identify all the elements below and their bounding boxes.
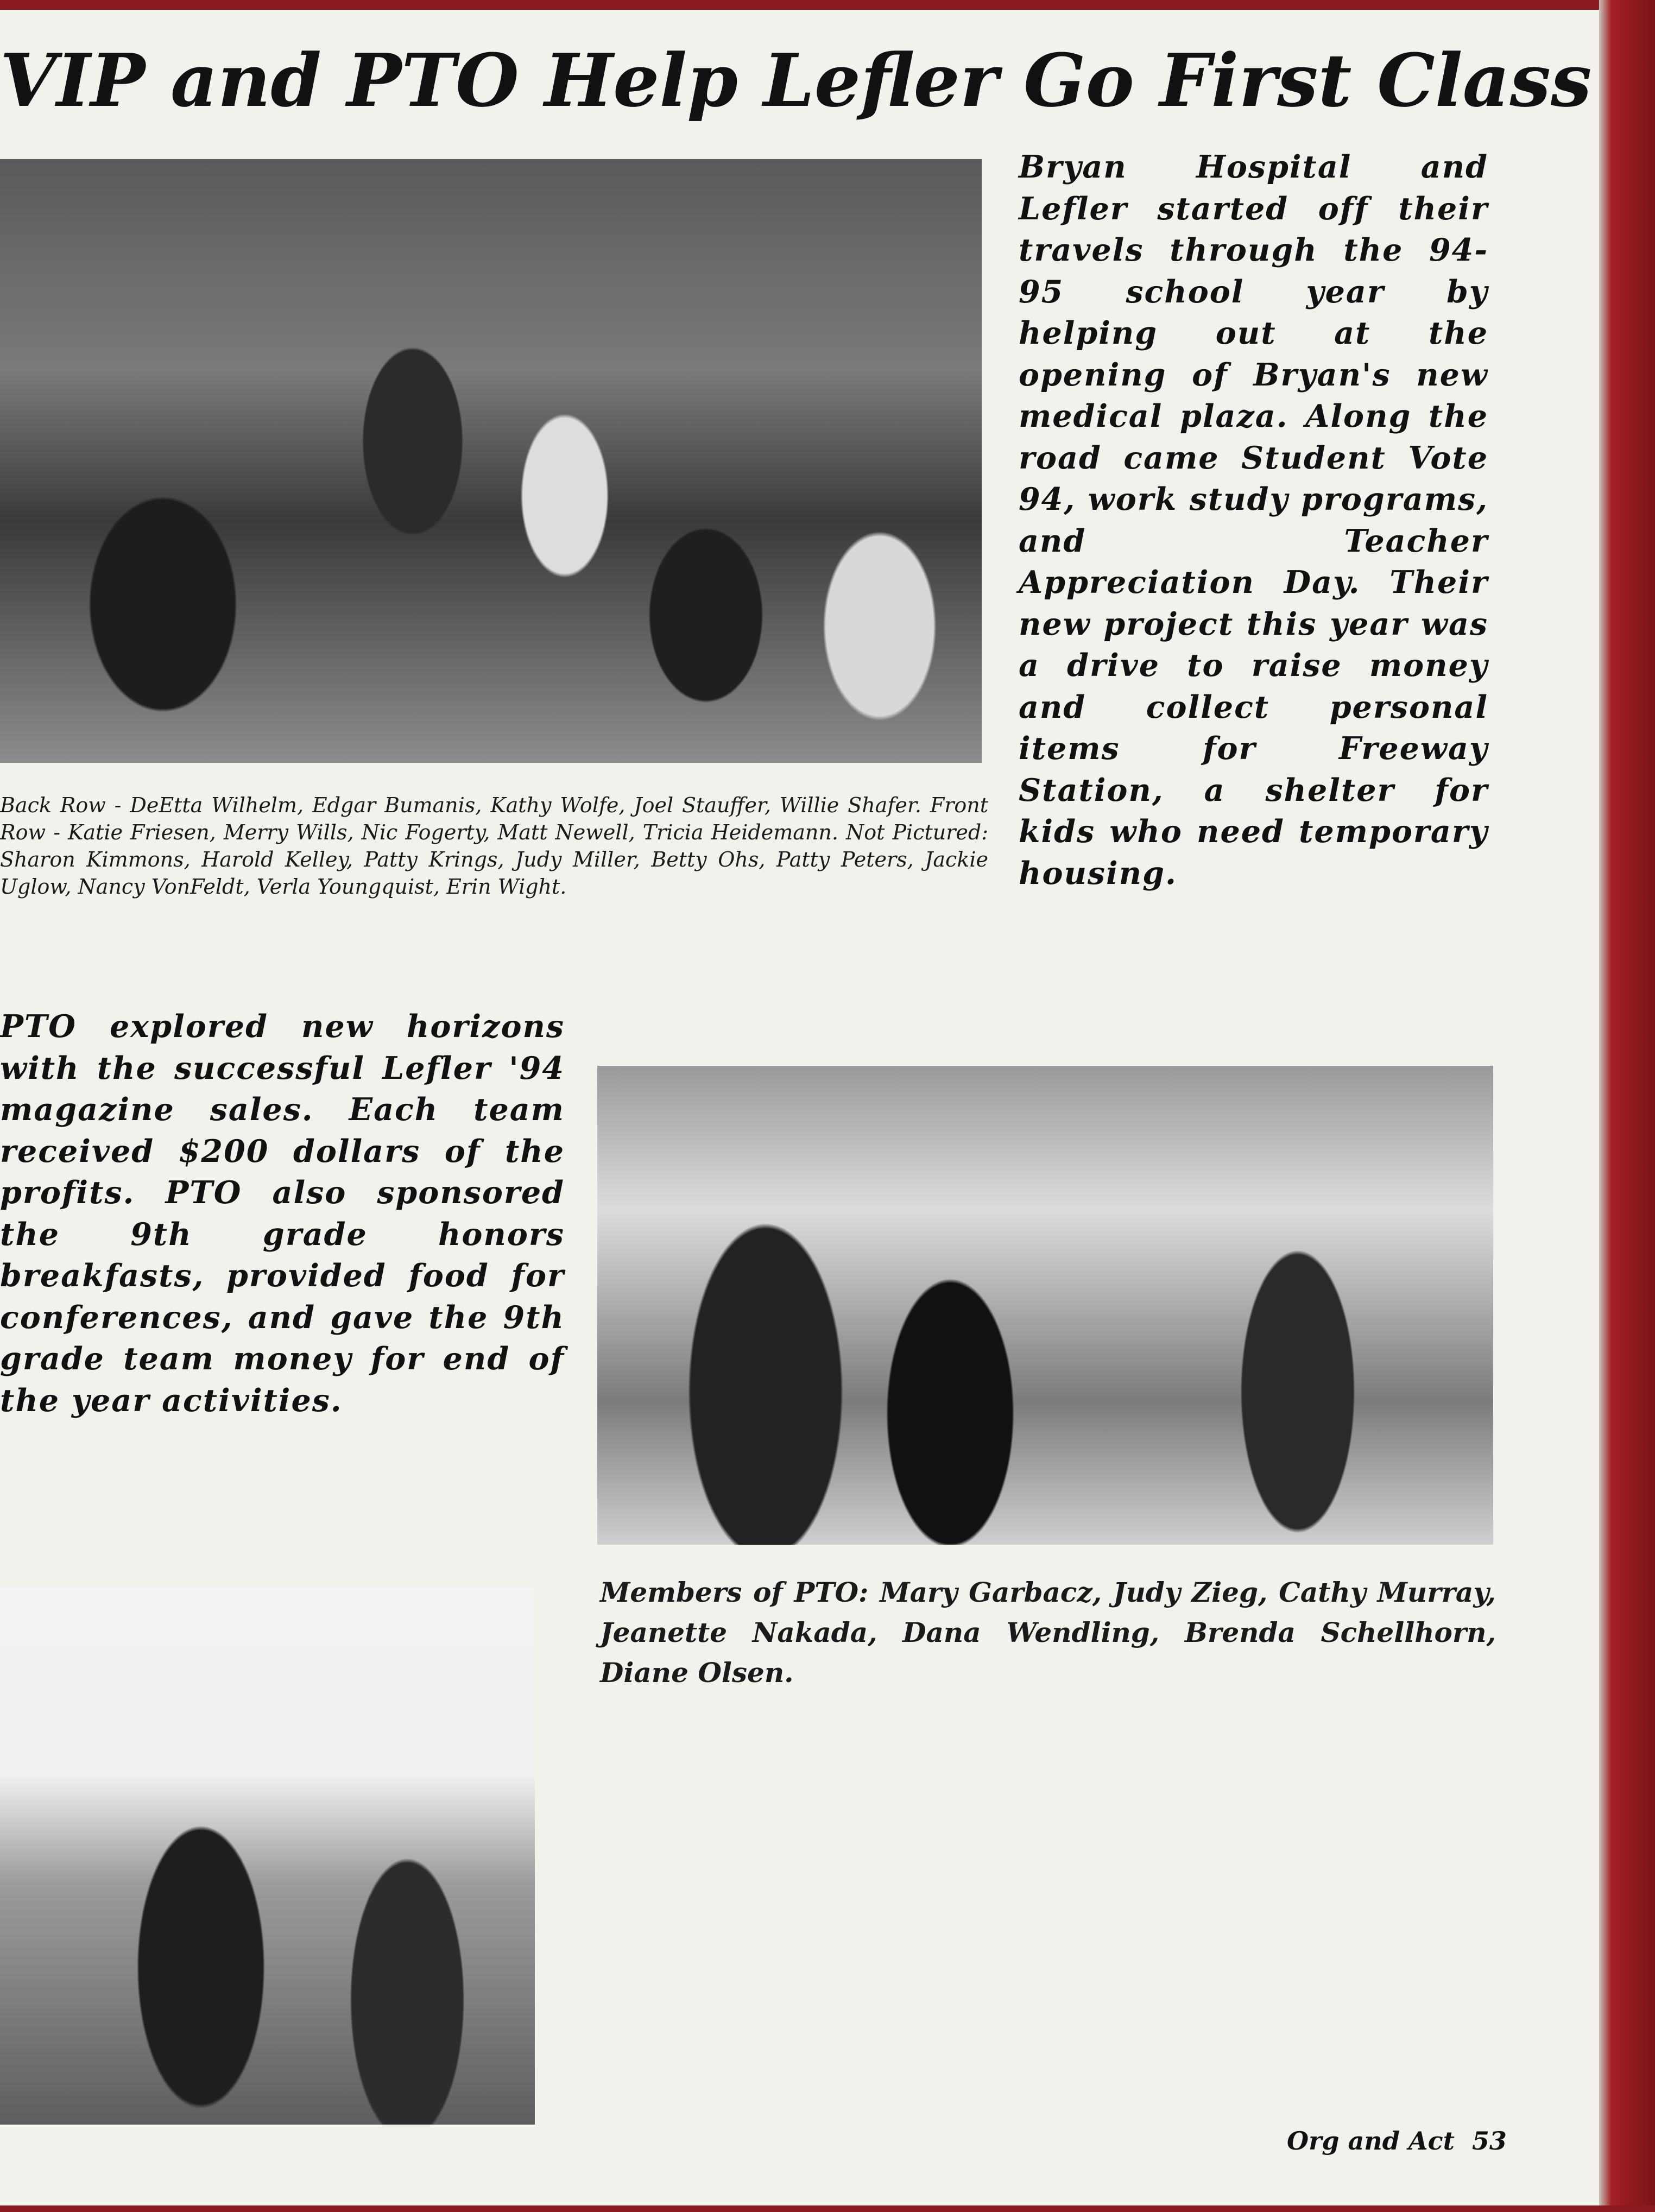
book-edge-right bbox=[1599, 0, 1655, 2212]
footer-section-label: Org and Act bbox=[1287, 2126, 1455, 2156]
event-photo bbox=[0, 1587, 535, 2125]
vip-body-text: Bryan Hospital and Lefler started off their travels through the 94-95 school year by helping out at the opening of Bryan's new medical plaza. Along the road came Student Vote 94, work study programs, and Teacher Appreciation Day. Their new project this year was a drive to raise money and collect personal items for Freeway Station, a shelter for kids who need temporary housing. bbox=[1019, 149, 1488, 892]
page-number: 53 bbox=[1471, 2126, 1507, 2156]
pto-members-photo bbox=[597, 1066, 1493, 1545]
vip-photo-caption: Back Row - DeEtta Wilhelm, Edgar Bumanis, Kathy Wolfe, Joel Stauffer, Willie Shafer. Front Row - Katie Friesen, Merry Wills, Nic Fogerty, Matt Newell, Tricia Heidemann. Not Pictured: Sharon Kimmons, Harold Kelley, Patty Krings, Judy Miller, Betty Ohs, Patty Peters, Jackie Uglow, Nancy VonFeldt, Verla Youngquist, Erin Wight. bbox=[0, 793, 988, 899]
vip-group-photo bbox=[0, 159, 982, 763]
pto-body-text: PTO explored new horizons with the successful Lefler '94 magazine sales. Each team received $200 dollars of the profits. PTO also sponsored the 9th grade honors breakfasts, provided food for conferences, and gave the 9th grade team money for end of the year activities. bbox=[0, 1008, 565, 1419]
pto-photo-caption: Members of PTO: Mary Garbacz, Judy Zieg, Cathy Murray, Jeanette Nakada, Dana Wendling, Brenda Schellhorn, Diane Olsen. bbox=[600, 1576, 1496, 1689]
page-title: VIP and PTO Help Lefler Go First Class bbox=[0, 37, 1592, 123]
page-footer bbox=[1287, 2125, 1507, 2157]
book-edge-bottom bbox=[0, 2205, 1655, 2212]
yearbook-page bbox=[0, 10, 1599, 2206]
